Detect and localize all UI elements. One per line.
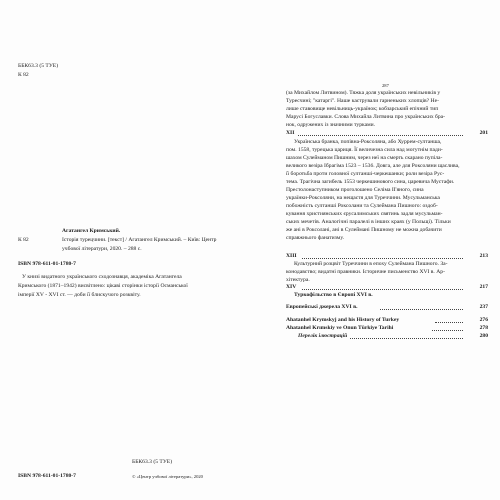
toc-page-turkish-summary: 278 — [479, 325, 488, 331]
catalog-title-line-2: учбової літератури, 2020. – 288 с. — [62, 246, 142, 252]
toc-page-sources: 237 — [479, 304, 488, 310]
sec13-line-3: хітектура. — [286, 277, 310, 283]
toc-page-english-summary: 276 — [479, 317, 488, 323]
top-text-line-2: Турecчині; "катаргі". Наше кастрували гарненьких хлопців? Не- — [286, 98, 439, 104]
sec12-line-8: українки-Роксоляни, на нещастя для Турeччини. Мусульманська — [286, 195, 440, 201]
sec12-line-5: її боротьба проти головної султанші-черкешанки; роли везіра Рус- — [286, 171, 445, 177]
toc-leader — [432, 330, 463, 331]
bottom-bbk-code: ББК63.3 (5 ТУЕ) — [132, 459, 173, 465]
copyright: © «Центр учбової літератури», 2020 — [132, 474, 203, 479]
sec12-line-1: Українська бранка, попівна-Роксоляна, або Хуррем-султанша, — [294, 139, 442, 145]
section-13-page: 213 — [479, 253, 488, 259]
section-12-leader — [298, 135, 463, 136]
sec12-line-13: справжнього фанатизму. — [286, 235, 344, 241]
toc-leader — [380, 309, 463, 310]
sec12-line-3: шахом Сулейманом Пишним, через неї на смерть скарано пупіла- — [286, 155, 443, 161]
top-text-line-3: лише ставовище невільниць-українок; кобзарський епічний тип — [286, 106, 439, 112]
toc-entry-sources: Европейські джерела XVI в. — [286, 304, 358, 310]
top-bbk-code: ББК63.3 (5 ТУЕ) — [18, 63, 59, 69]
author-name: Агатангел Кримський. — [62, 228, 121, 234]
sec12-line-12: же ані в Роксолані, ані в Сулеймані Пишному не можна добачити — [286, 227, 442, 233]
right-page — [250, 0, 500, 500]
toc-entry-illustrations: Перелік ілюстрацій — [298, 333, 348, 339]
k-label: К 82 — [18, 237, 29, 243]
sec12-line-9: побожність султанші Роксолани та Сулеймана Пишного: оздоб- — [286, 203, 438, 209]
top-text-line-5: нок, одружених із значними турками. — [286, 122, 376, 128]
sec12-line-2: пом. 1558, турецька цариця. Її величезна сила над могутнім пади- — [286, 147, 443, 153]
isbn-bottom: ISBN 978-611-01-1780-7 — [18, 473, 76, 479]
section-13-number: XIII — [286, 253, 297, 259]
toc-page-illustrations: 280 — [479, 333, 488, 339]
toc-leader — [435, 322, 463, 323]
top-text-line-4: Марусі Богуславки. Слова Михайла Литвина про українських бра- — [286, 114, 446, 120]
section-12-number: XII — [286, 130, 295, 136]
top-k-code: К 82 — [18, 72, 29, 78]
section-13-leader — [302, 258, 463, 259]
section-14-title: Туркофільство в Європі XVI в. — [294, 292, 373, 298]
sec13-line-1: Культурний розцвіт Туреччини в епоху Сулеймана Пишного. За- — [294, 261, 448, 267]
toc-entry-turkish-summary: Ahatanhel Krımskiy ve Onun Türkiye Tarihi — [286, 325, 394, 331]
sec12-line-4: великого везіра Ібрагіма 1523 – 1536. Довга, але для Роксоляни щаслива, — [286, 163, 460, 169]
top-text-line-1: (за Михайлом Литвином). Тяжка доля українських невільників у — [286, 90, 441, 96]
toc-entry-english-summary: Ahatanhel Krymskyj and his History of Turkey — [286, 317, 400, 323]
toc-leader — [350, 338, 463, 339]
sec13-line-2: конодавство; видатні правники. Історичне письменство XVI в. Ар- — [286, 269, 445, 275]
isbn-top: ISBN 978-611-01-1780-7 — [18, 261, 76, 267]
section-12-page: 201 — [479, 130, 488, 136]
section-14-leader — [302, 289, 463, 290]
sec12-line-11: ських мечетів. Аналогічні паралелі в інших краях (у Польщі). Тільки — [286, 219, 451, 225]
abstract-line-2: Кримського (1871–1942) висвітлено: цікаві сторінки історії Османської — [18, 283, 188, 289]
sec12-line-6: тема. Трагічна загибель 1553 черкешинового сина, царевича Мустафи. — [286, 179, 455, 185]
abstract-line-3: імперії XV - XVI ст. — доби її блискучого розквіту. — [18, 292, 141, 298]
page-number: 287 — [382, 83, 389, 88]
sec12-line-7: Престолонаступником проголошено Селіма II'яного, сина — [286, 187, 424, 193]
section-14-number: XIV — [286, 284, 297, 290]
abstract-line-1: У книзі видатного українського сходознавця, академіка Агатангела — [22, 274, 182, 280]
section-14-page: 217 — [479, 284, 488, 290]
catalog-title-line-1: Історія турецчини. [текст] / Агатангел Кримський. – Київ: Центр — [62, 237, 217, 243]
sec12-line-10: кування християнських єрусалимських святинь задля мусульман- — [286, 211, 443, 217]
